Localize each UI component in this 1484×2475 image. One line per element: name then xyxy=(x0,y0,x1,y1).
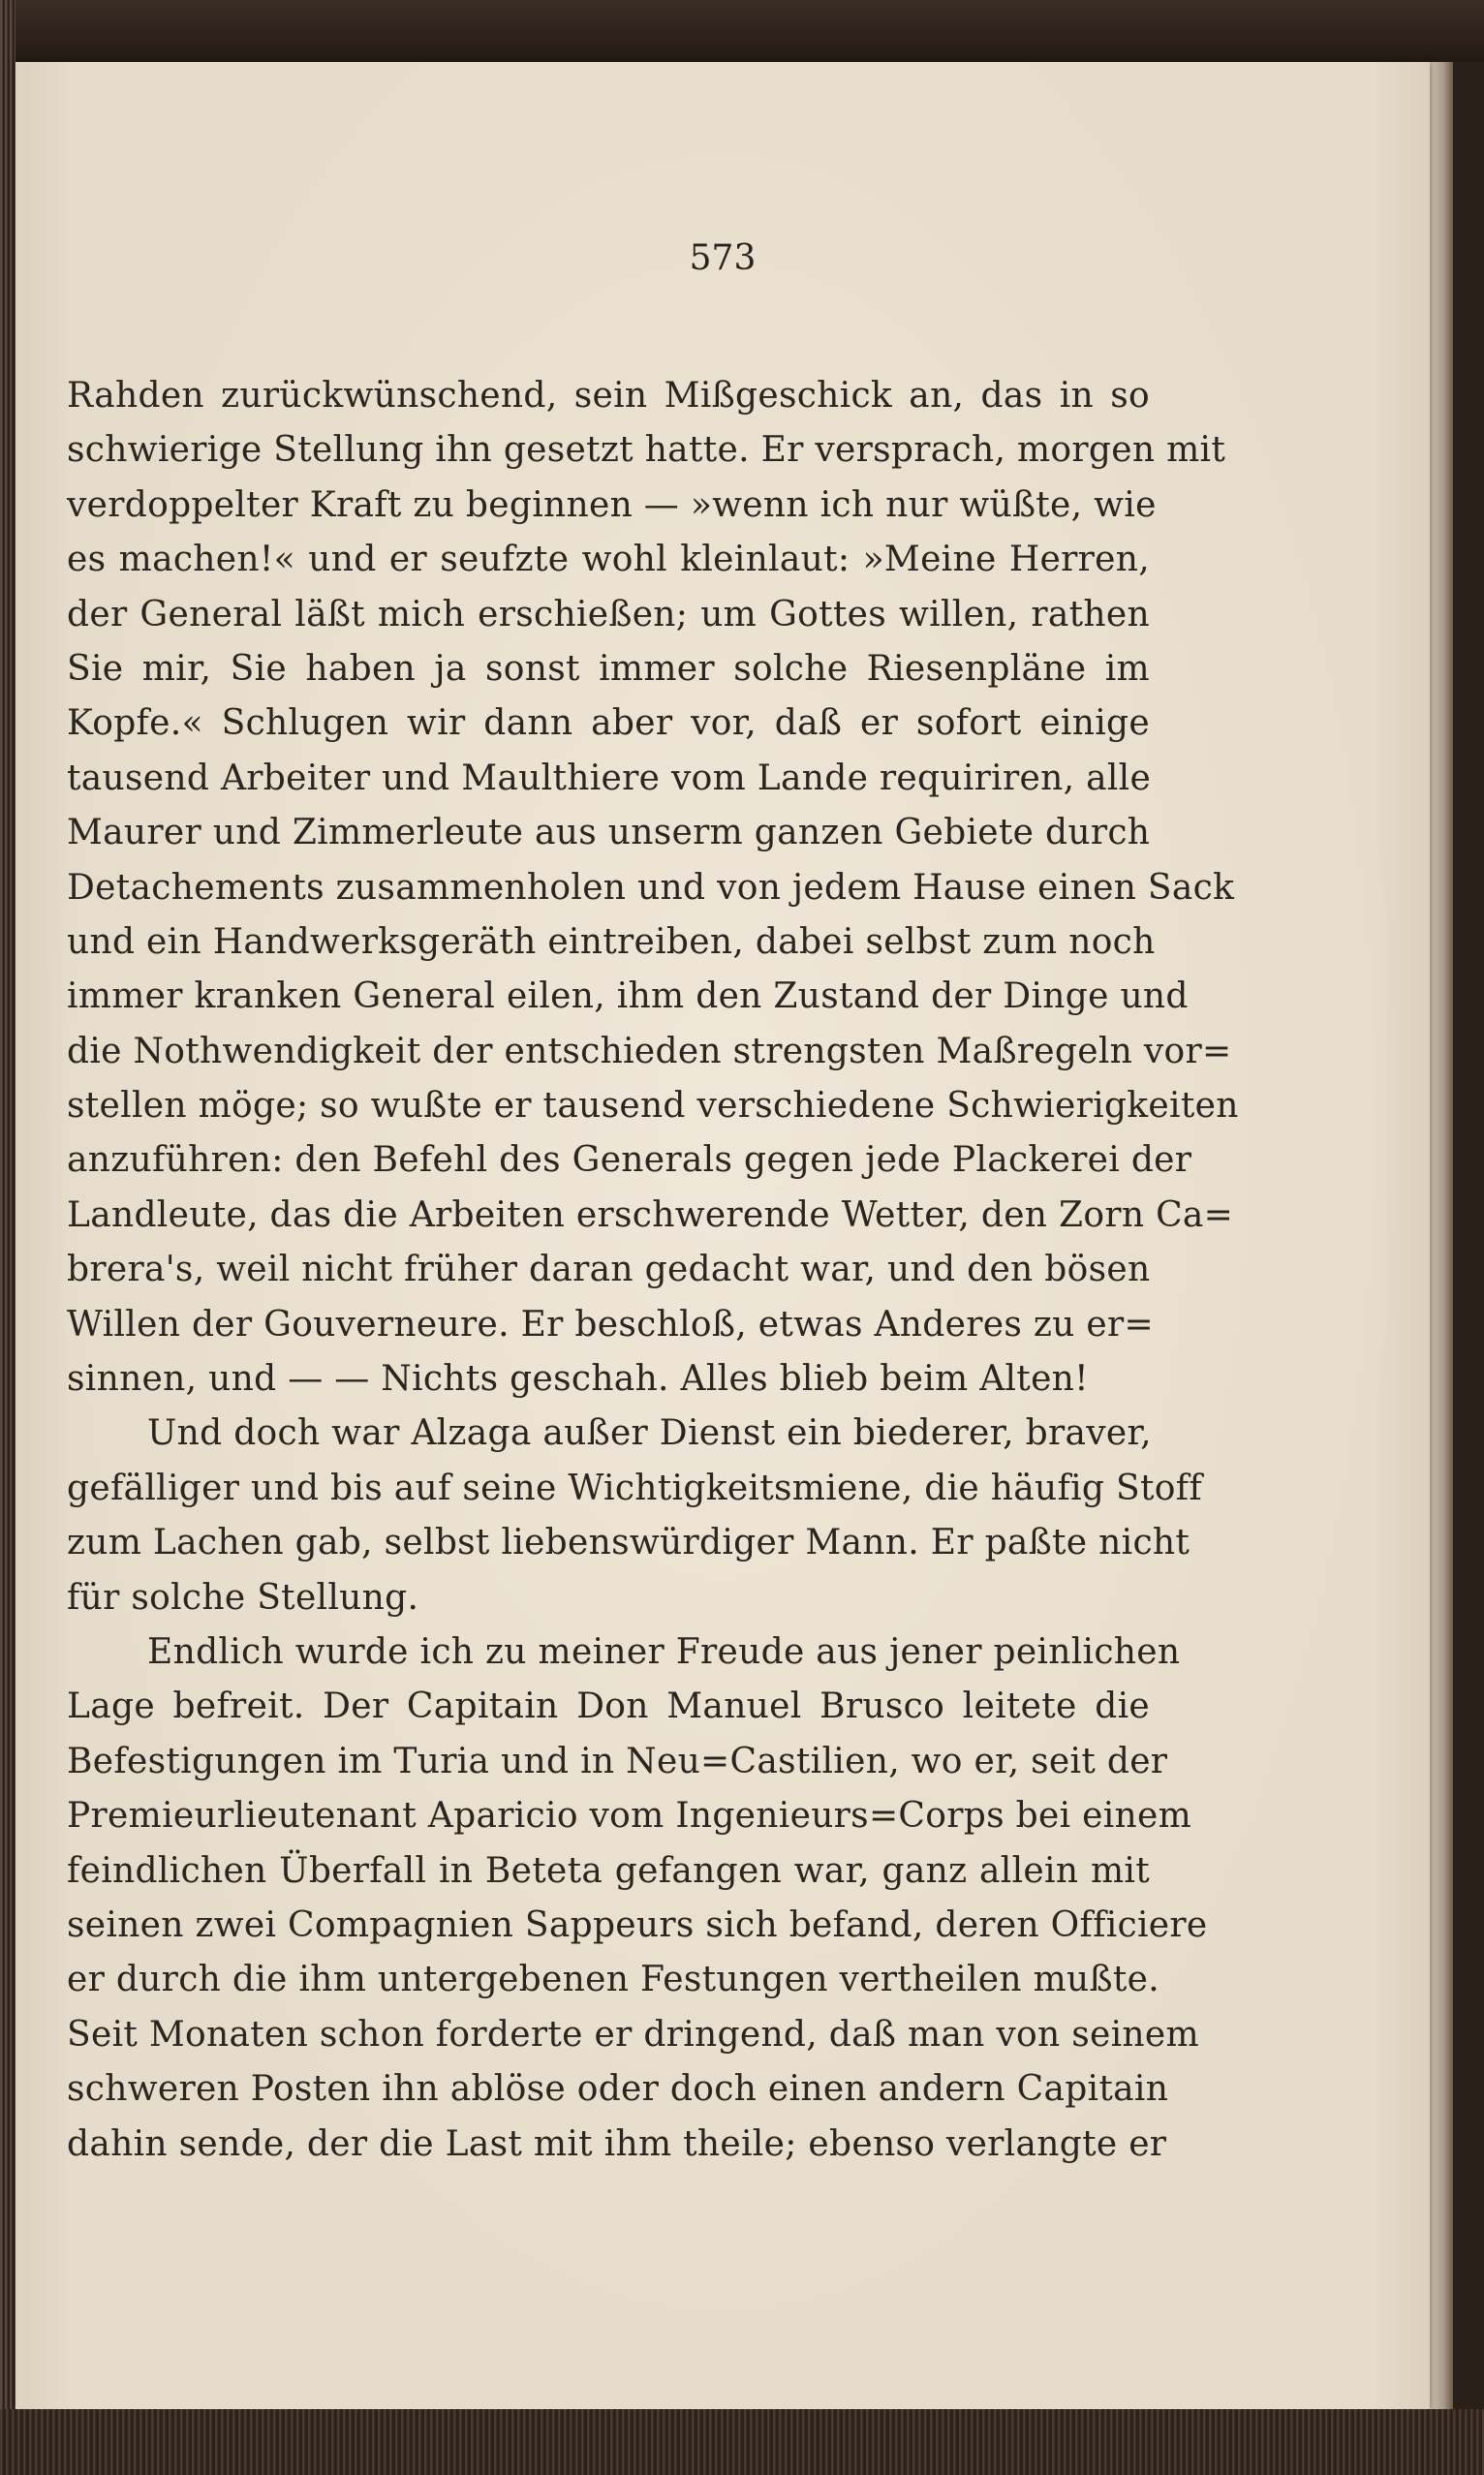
text-line: der General läßt mich erschießen; um Gottes willen, rathen xyxy=(67,594,1150,634)
text-line: Maurer und Zimmerleute aus unserm ganzen Gebiete durch xyxy=(67,813,1151,853)
scanner-backdrop-top xyxy=(0,0,1484,62)
text-line: Lage befreit. Der Capitain Don Manuel Brusco leitete die xyxy=(67,1686,1150,1727)
text-line: die Nothwendigkeit der entschieden strengsten Maßregeln vor= xyxy=(67,1031,1232,1071)
text-line: Kopfe.« Schlugen wir dann aber vor, daß er sofort einige xyxy=(67,703,1150,744)
text-line: Premieurlieutenant Aparicio vom Ingenieurs=Corps bei einem xyxy=(67,1796,1192,1837)
text-line: gefälliger und bis auf seine Wichtigkeitsmiene, die häufig Stoff xyxy=(67,1468,1202,1508)
text-line: Sie mir, Sie haben ja sonst immer solche Riesenpläne im xyxy=(67,648,1150,689)
page-number: 573 xyxy=(689,238,757,278)
page-fore-edge xyxy=(1430,62,1453,2409)
text-line: dahin sende, der die Last mit ihm theile; ebenso verlangte er xyxy=(67,2123,1167,2164)
body-text xyxy=(67,369,1239,2172)
text-line: für solche Stellung. xyxy=(67,1577,419,1618)
text-line: Seit Monaten schon forderte er dringend, daß man von seinem xyxy=(67,2014,1199,2055)
text-line: es machen!« und er seufzte wohl kleinlaut: »Meine Herren, xyxy=(67,540,1150,580)
text-line: Detachements zusammenholen und von jedem Hause einen Sack xyxy=(67,867,1235,908)
paragraph-start-line: Endlich wurde ich zu meiner Freude aus jener peinlichen xyxy=(147,1631,1181,1672)
text-line: anzuführen: den Befehl des Generals gegen jede Plackerei der xyxy=(67,1140,1192,1181)
text-line: brera's, weil nicht früher daran gedacht war, und den bösen xyxy=(67,1250,1151,1290)
text-line: stellen möge; so wußte er tausend verschiedene Schwierigkeiten xyxy=(67,1086,1239,1127)
book-page xyxy=(15,62,1430,2409)
scanner-backdrop-bottom xyxy=(0,2409,1484,2475)
text-line: er durch die ihm untergebenen Festungen vertheilen mußte. xyxy=(67,1960,1160,2000)
text-line: Rahden zurückwünschend, sein Mißgeschick an, das in so xyxy=(67,376,1150,416)
text-line: und ein Handwerksgeräth eintreiben, dabei selbst zum noch xyxy=(67,921,1156,962)
text-line: tausend Arbeiter und Maulthiere vom Lande requiriren, alle xyxy=(67,758,1152,798)
text-line: zum Lachen gab, selbst liebenswürdiger Mann. Er paßte nicht xyxy=(67,1523,1190,1563)
text-line: immer kranken General eilen, ihm den Zustand der Dinge und xyxy=(67,976,1189,1017)
text-line: verdoppelter Kraft zu beginnen — »wenn ich nur wüßte, wie xyxy=(67,484,1157,525)
text-line: feindlichen Überfall in Beteta gefangen war, ganz allein mit xyxy=(67,1850,1150,1891)
book-spine-edge xyxy=(0,0,15,2475)
text-line: Landleute, das die Arbeiten erschwerende Wetter, den Zorn Ca= xyxy=(67,1194,1234,1235)
text-line: sinnen, und — — Nichts geschah. Alles blieb beim Alten! xyxy=(67,1359,1089,1400)
text-line: Befestigungen im Turia und in Neu=Castilien, wo er, seit der xyxy=(67,1741,1168,1781)
paragraph-start-line: Und doch war Alzaga außer Dienst ein biederer, braver, xyxy=(147,1413,1152,1454)
text-line: seinen zwei Compagnien Sappeurs sich befand, deren Officiere xyxy=(67,1904,1208,1945)
text-line: schwierige Stellung ihn gesetzt hatte. Er versprach, morgen mit xyxy=(67,430,1226,471)
text-line: Willen der Gouverneure. Er beschloß, etwas Anderes zu er= xyxy=(67,1304,1154,1345)
text-line: schweren Posten ihn ablöse oder doch einen andern Capitain xyxy=(67,2069,1169,2110)
